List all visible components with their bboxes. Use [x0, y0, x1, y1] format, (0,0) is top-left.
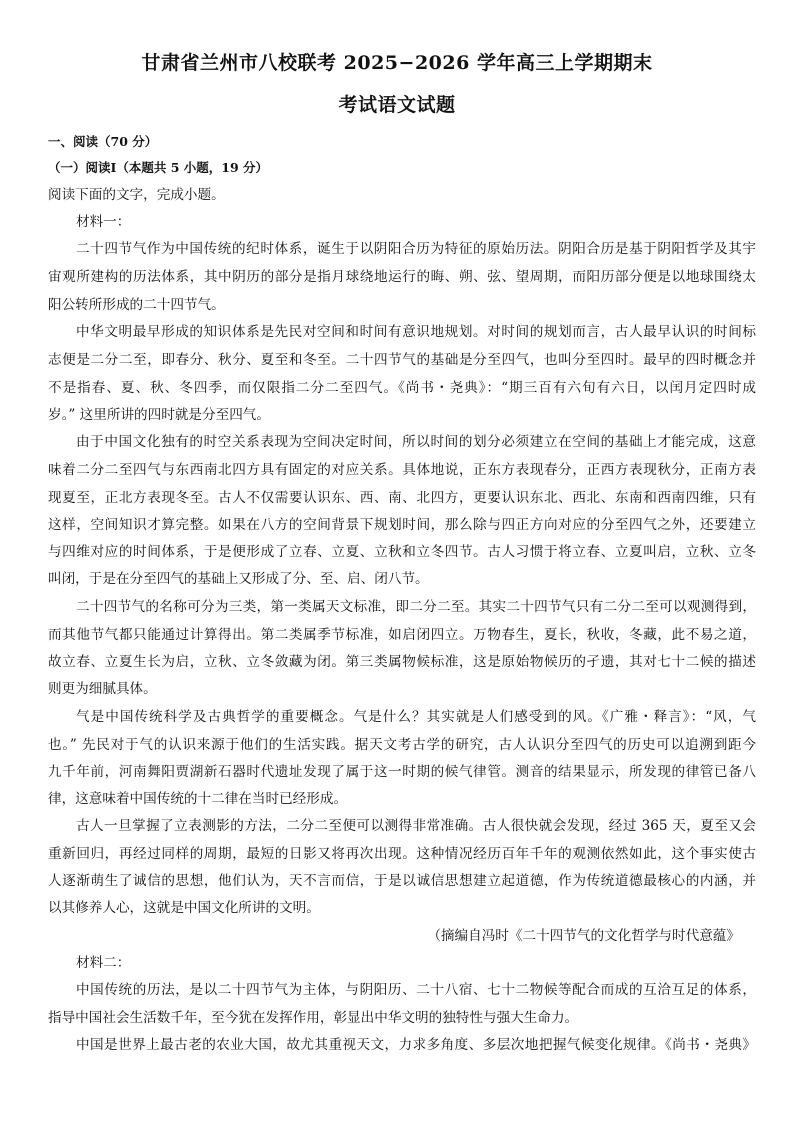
paragraph-line: 味着二分二至四气与东西南北四方具有固定的对应关系。具体地说，正东方表现春分，正西方表现秋分，正南方表: [48, 462, 756, 478]
paragraph-line: 不是指春、夏、秋、冬四季，而仅限指二分二至四气。《尚书・尧典》：“期三百有六旬有六日，以闰月定四时成: [48, 380, 756, 396]
paragraph-line: 律，这意味着中国传统的十二律在当时已经形成。: [48, 791, 348, 807]
paragraph-line: 志便是二分二至，即春分、秋分、夏至和冬至。二十四节气的基础是分至四气，也叫分至四时。最早的四时概念并: [48, 352, 756, 368]
paragraph-line: 而其他节气都只能通过计算得出。第二类属季节标准，如启闭四立。万物春生，夏长，秋收，冬藏，此不易之道，: [48, 627, 756, 643]
paragraph-line: 阳公转所形成的二十四节气。: [48, 297, 225, 313]
paragraph-line: 则更为细腻具体。: [48, 681, 157, 697]
paragraph-line: 也。” 先民对于气的认识来源于他们的生活实践。据天文考古学的研究，古人认识分至四气的历史可以追溯到距今: [48, 737, 756, 753]
paragraph-line: 故立春、立夏生长为启，立秋、立冬敛藏为闭。第三类属物候标准，这是原始物候历的孑遗，其对七十二候的描述: [48, 654, 756, 670]
paragraph-line: 二十四节气作为中国传统的纪时体系，诞生于以阴阳合历为特征的原始历法。阴阳合历是基于阴阳哲学及其宇: [76, 241, 756, 257]
source-citation: （摘编自冯时《二十四节气的文化哲学与时代意蕴》: [427, 928, 740, 944]
paragraph-line: 以其修养人心，这就是中国文化所讲的文明。: [48, 900, 320, 916]
paragraph-line: 中国是世界上最古老的农业大国，故尤其重视天文，力求多角度、多层次地把握气候变化规律。《尚书・尧典》: [76, 1037, 756, 1053]
paragraph-line: 叫闭，于是在分至四气的基础上又形成了分、至、启、闭八节。: [48, 571, 429, 587]
paragraph-line: 中国传统的历法，是以二十四节气为主体，与阴阳历、二十八宿、七十二物候等配合而成的互洽互足的体系，: [76, 982, 756, 998]
paragraph-line: 重新回归，再经过同样的周期，最短的日影又将再次出现。这种情况经历百年千年的观测依然如此，这个事实使古: [48, 846, 756, 862]
paragraph-line: 这样，空间知识才算完整。如果在八方的空间背景下规划时间，那么除与四正方向对应的分至四气之外，还要建立: [48, 517, 756, 533]
section-heading: 一、阅读（70 分）: [48, 134, 158, 149]
paragraph-line: 人逐渐萌生了诚信的思想，他们认为，天不言而信，于是以诚信思想建立起道德，作为传统道德最核心的内涵，并: [48, 873, 756, 889]
exam-title-line2: 考试语文试题: [338, 94, 456, 116]
subsection-heading: （一）阅读Ⅰ（本题共 5 小题，19 分）: [48, 160, 268, 175]
instruction-text: 阅读下面的文字，完成小题。: [48, 187, 225, 203]
paragraph-line: 中华文明最早形成的知识体系是先民对空间和时间有意识地规划。对时间的规划而言，古人最早认识的时间标: [76, 324, 756, 340]
paragraph-line: 二十四节气的名称可分为三类，第一类属天文标准，即二分二至。其实二十四节气只有二分二至可以观测得到，: [76, 599, 756, 615]
paragraph-line: 现夏至，正北方表现冬至。古人不仅需要认识东、西、南、北四方，更要认识东北、西北、东南和西南四维，只有: [48, 490, 756, 506]
paragraph-line: 岁。” 这里所讲的四时就是分至四气。: [48, 407, 270, 423]
exam-title-line1: 甘肃省兰州市八校联考 2025−2026 学年高三上学期期末: [141, 52, 653, 74]
paragraph-line: 宙观所建构的历法体系，其中阴历的部分是指月球绕地运行的晦、朔、弦、望周期，而阳历部分便是以地球围绕太: [48, 269, 756, 285]
paragraph-line: 与四维对应的时间体系，于是便形成了立春、立夏、立秋和立冬四节。古人习惯于将立春、立夏叫启，立秋、立冬: [48, 544, 756, 560]
paragraph-line: 古人一旦掌握了立表测影的方法，二分二至便可以测得非常准确。古人很快就会发现，经过 365 天，夏至又会: [76, 818, 756, 834]
paragraph-line: 由于中国文化独有的时空关系表现为空间决定时间，所以时间的划分必须建立在空间的基础上才能完成，这意: [76, 434, 756, 450]
material2-label: 材料二：: [76, 955, 131, 971]
paragraph-line: 指导中国社会生活数千年，至今犹在发挥作用，彰显出中华文明的独特性与强大生命力。: [48, 1010, 579, 1026]
paragraph-line: 气是中国传统科学及古典哲学的重要概念。气是什么？其实就是人们感受到的风。《广雅・释言》：“风，气: [76, 709, 756, 725]
paragraph-line: 九千年前，河南舞阳贾湖新石器时代遗址发现了属于这一时期的候气律管。测音的结果显示，所发现的律管已备八: [48, 764, 756, 780]
material1-label: 材料一：: [76, 214, 131, 230]
